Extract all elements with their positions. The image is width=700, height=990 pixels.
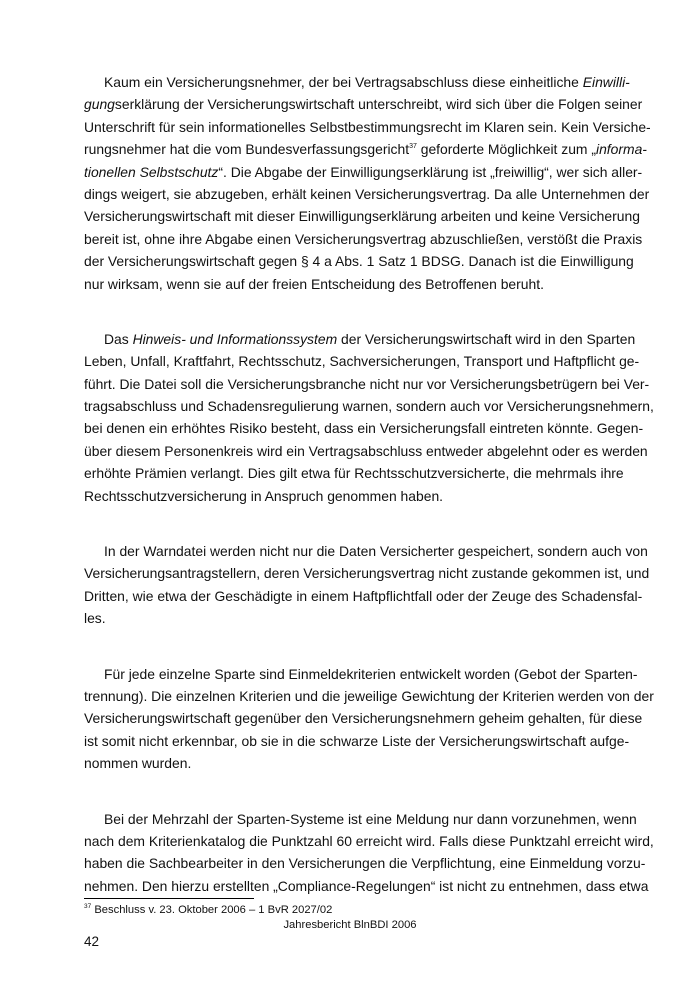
text-run: Versicherungsantragstellern, deren Versicherungsvertrag nicht zustande gekommen ist, und <box>84 565 650 582</box>
text-run: Hinweis- und Informationssystem <box>132 330 338 347</box>
text-line <box>84 663 638 685</box>
text-line <box>84 830 654 852</box>
text-run: Das <box>104 330 133 347</box>
paragraph-gap <box>84 775 616 808</box>
footnote-ref: 37 <box>409 143 417 151</box>
text-line <box>84 440 648 462</box>
text-run: “. Die Abgabe der Einwilligungserklärung ist „freiwillig“, wer sich aller- <box>218 163 643 180</box>
text-line <box>84 138 647 160</box>
footnote-number: 37 <box>84 903 92 910</box>
text-run: Kaum ein Versicherungsnehmer, der bei Vertragsabschluss diese einheitliche <box>104 74 583 90</box>
running-footer: Jahresbericht BlnBDI 2006 <box>283 919 417 931</box>
text-line <box>84 228 643 250</box>
text-run: trennung). Die einzelnen Kriterien und die jeweilige Gewichtung der Kriterien werden von der <box>84 687 654 704</box>
text-run: Dritten, wie etwa der Geschädigte in einem Haftpflichtfall oder der Zeuge des Schadensfal- <box>84 587 643 604</box>
text-run: nommen wurden. <box>84 755 192 772</box>
text-line <box>84 116 651 138</box>
paragraph-gap <box>84 295 616 328</box>
paragraph <box>84 328 654 507</box>
text-run: der Versicherungswirtschaft wird in den Sparten <box>337 330 636 347</box>
text-run: bei denen ein erhöhtes Risiko besteht, dass ein Versicherungsfall eintreten könnte. Gegen- <box>84 420 644 437</box>
text-run: tragsabschluss und Schadensregulierung warnen, sondern auch vor Versicherungsnehmern, <box>84 398 654 415</box>
text-run: Für jede einzelne Sparte sind Einmeldekriterien entwickelt worden (Gebot der Sparten- <box>104 665 638 682</box>
text-run: Bei der Mehrzahl der Sparten-Systeme ist eine Meldung nur dann vorzunehmen, wenn <box>104 810 637 827</box>
text-line <box>84 707 643 729</box>
text-line <box>84 808 637 830</box>
text-line <box>84 273 616 295</box>
paragraph <box>84 71 651 295</box>
text-line <box>84 730 630 752</box>
text-run: les. <box>84 610 106 627</box>
text-run: führt. Die Datei soll die Versicherungsbranche nicht nur vor Versicherungsbetrügern bei Ver- <box>84 375 650 392</box>
text-line <box>84 93 643 115</box>
text-line <box>84 161 643 183</box>
text-run: Leben, Unfall, Kraftfahrt, Rechtsschutz, Sachversicherungen, Transport und Haftpflicht ge- <box>84 353 640 370</box>
text-line <box>84 607 616 629</box>
text-line <box>84 852 646 874</box>
page-number: 42 <box>84 934 100 949</box>
text-run: ist somit nicht erkennbar, ob sie in die schwarze Liste der Versicherungswirtschaft aufge- <box>84 732 630 749</box>
text-run: nach dem Kriterienkatalog die Punktzahl 60 erreicht wird. Falls diese Punktzahl erreicht wird, <box>84 832 654 849</box>
text-run: serklärung der Versicherungswirtschaft unterschreibt, wird sich über die Folgen seiner <box>114 96 643 113</box>
text-run: Versicherungswirtschaft mit dieser Einwilligungserklärung arbeiten und keine Versicherung <box>84 208 640 225</box>
text-line <box>84 485 616 507</box>
footnote <box>84 903 332 917</box>
body-text <box>84 71 654 897</box>
text-run: informa- <box>595 141 647 158</box>
text-run: Unterschrift für sein informationelles Selbstbestimmungsrecht im Klaren sein. Kein Versiche- <box>84 118 651 135</box>
text-line <box>84 417 644 439</box>
text-run: In der Warndatei werden nicht nur die Daten Versicherter gespeichert, sondern auch von <box>104 543 648 560</box>
text-line <box>84 250 634 272</box>
text-run: gung <box>84 96 115 113</box>
text-line <box>84 71 630 93</box>
text-line <box>84 395 654 417</box>
text-run: haben die Sachbearbeiter in den Versicherungen die Verpflichtung, eine Einmeldung vorzu- <box>84 855 646 872</box>
text-line <box>84 752 616 774</box>
text-run: Rechtsschutzversicherung in Anspruch genommen haben. <box>84 487 444 504</box>
text-run: geforderte Möglichkeit zum „ <box>416 141 596 158</box>
text-line <box>84 350 640 372</box>
text-line <box>84 462 624 484</box>
text-run: der Versicherungswirtschaft gegen § 4 a Abs. 1 Satz 1 BDSG. Danach ist die Einwilligung <box>84 253 634 270</box>
paragraph <box>84 540 650 630</box>
text-line <box>84 183 650 205</box>
text-line <box>84 685 654 707</box>
text-run: nehmen. Den hierzu erstellten „Compliance-Regelungen“ ist nicht zu entnehmen, dass etwa <box>84 877 649 894</box>
text-line <box>84 875 649 897</box>
text-run: tionellen Selbstschutz <box>84 163 219 180</box>
text-run: nur wirksam, wenn sie auf der freien Entscheidung des Betroffenen beruht. <box>84 275 544 292</box>
footnote-separator <box>84 898 254 899</box>
text-run: rungsnehmer hat die vom Bundesverfassungsgericht <box>84 141 410 158</box>
paragraph <box>84 808 654 898</box>
text-run: bereit ist, ohne ihre Abgabe einen Versicherungsvertrag abzuschließen, verstößt die Praxis <box>84 230 643 247</box>
text-line <box>84 540 648 562</box>
text-line <box>84 585 643 607</box>
text-line <box>84 562 650 584</box>
paragraph-gap <box>84 630 616 663</box>
text-run: erhöhte Prämien verlangt. Dies gilt etwa für Rechtsschutzversicherte, die mehrmals ihre <box>84 465 624 482</box>
text-line <box>84 328 636 350</box>
paragraph-gap <box>84 507 616 540</box>
text-line <box>84 373 650 395</box>
paragraph <box>84 663 654 775</box>
text-run: Einwilli- <box>582 74 630 90</box>
text-run: über diesem Personenkreis wird ein Vertragsabschluss entweder abgelehnt oder es werden <box>84 442 648 459</box>
footnote-text: Beschluss v. 23. Oktober 2006 – 1 BvR 2027/02 <box>94 904 333 916</box>
text-line <box>84 205 640 227</box>
text-run: dings weigert, sie abzugeben, erhält keinen Versicherungsvertrag. Da alle Unternehmen der <box>84 185 650 202</box>
text-run: Versicherungswirtschaft gegenüber den Versicherungsnehmern geheim gehalten, für diese <box>84 710 643 727</box>
